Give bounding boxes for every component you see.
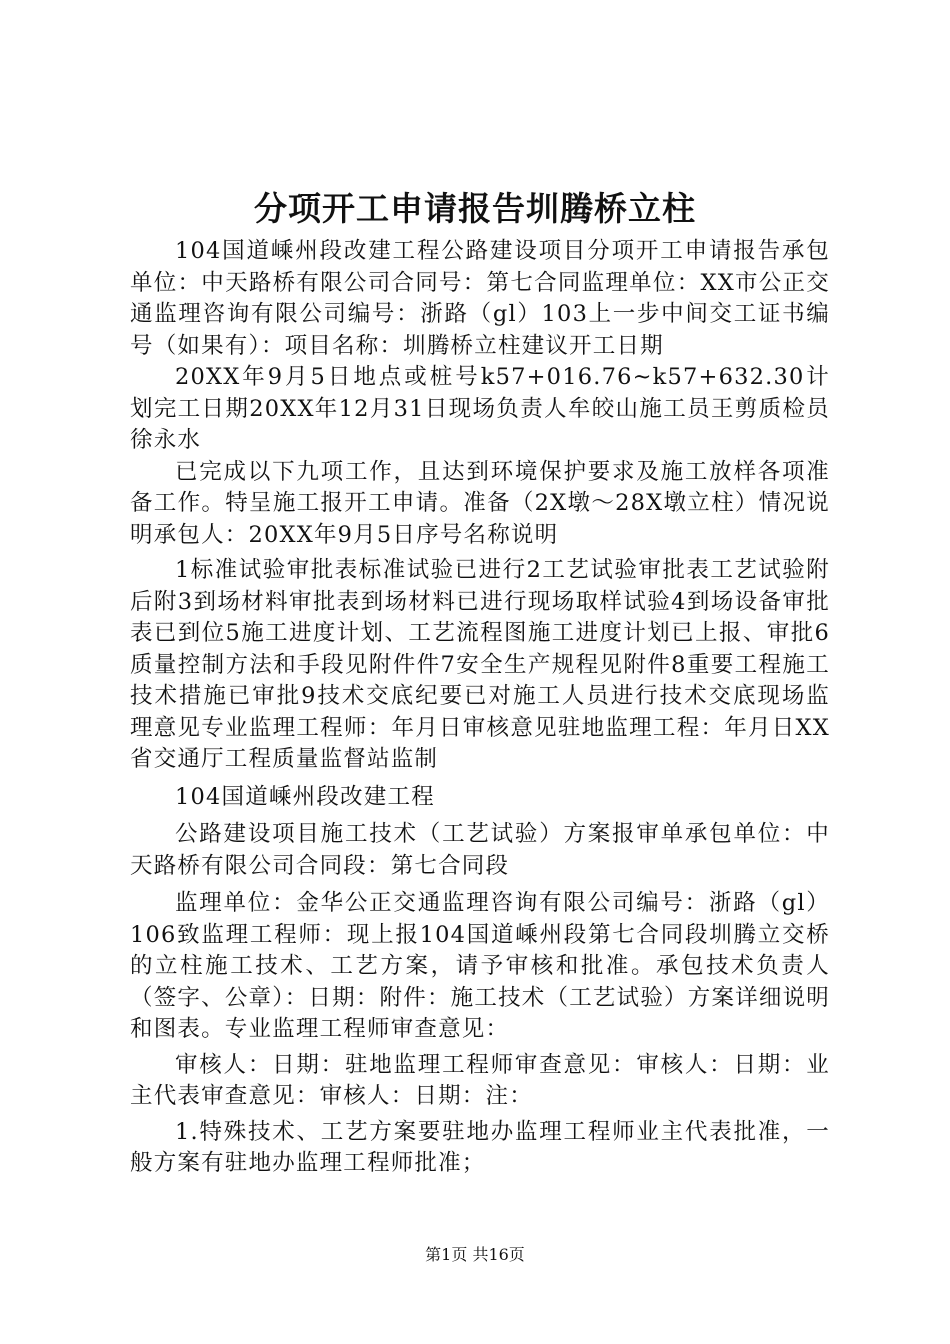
paragraph-1: 104国道嵊州段改建工程公路建设项目分项开工申请报告承包单位：中天路桥有限公司合同号：第七合同监理单位：XX市公正交通监理咨询有限公司编号：浙路（gl）103上一步中间交工证书编号（如果有）：项目名称：圳腾桥立柱建议开工日期 xyxy=(130,238,830,359)
document-body xyxy=(130,236,830,1180)
paragraph-2: 20XX年9月5日地点或桩号k57+016.76~k57+632.30计划完工日期20XX年12月31日现场负责人牟皎山施工员王剪质检员徐永水 xyxy=(130,364,830,453)
paragraph-6: 公路建设项目施工技术（工艺试验）方案报审单承包单位：中天路桥有限公司合同段：第七合同段 xyxy=(130,821,830,879)
paragraph-9: 1.特殊技术、工艺方案要驻地办监理工程师业主代表批准，一般方案有驻地办监理工程师批准； xyxy=(130,1118,830,1176)
paragraph-3: 已完成以下九项工作，且达到环境保护要求及施工放样各项准备工作。特呈施工报开工申请。准备（2X墩～28X墩立柱）情况说明承包人：20XX年9月5日序号名称说明 xyxy=(130,458,830,548)
paragraph-4: 1标准试验审批表标准试验已进行2工艺试验审批表工艺试验附后附3到场材料审批表到场材料已进行现场取样试验4到场设备审批表已到位5施工进度计划、工艺流程图施工进度计划已上报、审批6质量控制方法和手段见附件件7安全生产规程见附件8重要工程施工技术措施已审批9技术交底纪要已对施工人员进行技术交底现场监理意见专业监理工程师：年月日审核意见驻地监理工程：年月日XX省交通厅工程质量监督站监制 xyxy=(130,557,830,772)
document-title: 分项开工申请报告圳腾桥立柱 xyxy=(254,189,696,228)
page-footer: 第1页 共16页 xyxy=(425,1245,525,1264)
paragraph-5: 104国道嵊州段改建工程 xyxy=(175,783,435,810)
paragraph-8: 审核人：日期：驻地监理工程师审查意见：审核人：日期：业主代表审查意见：审核人：日期：注： xyxy=(130,1051,830,1109)
paragraph-7: 监理单位：金华公正交通监理咨询有限公司编号：浙路（gl）106致监理工程师：现上报104国道嵊州段第七合同段圳腾立交桥的立柱施工技术、工艺方案，请予审核和批准。承包技术负责人（签字、公章）：日期：附件：施工技术（工艺试验）方案详细说明和图表。专业监理工程师审查意见： xyxy=(130,890,830,1042)
